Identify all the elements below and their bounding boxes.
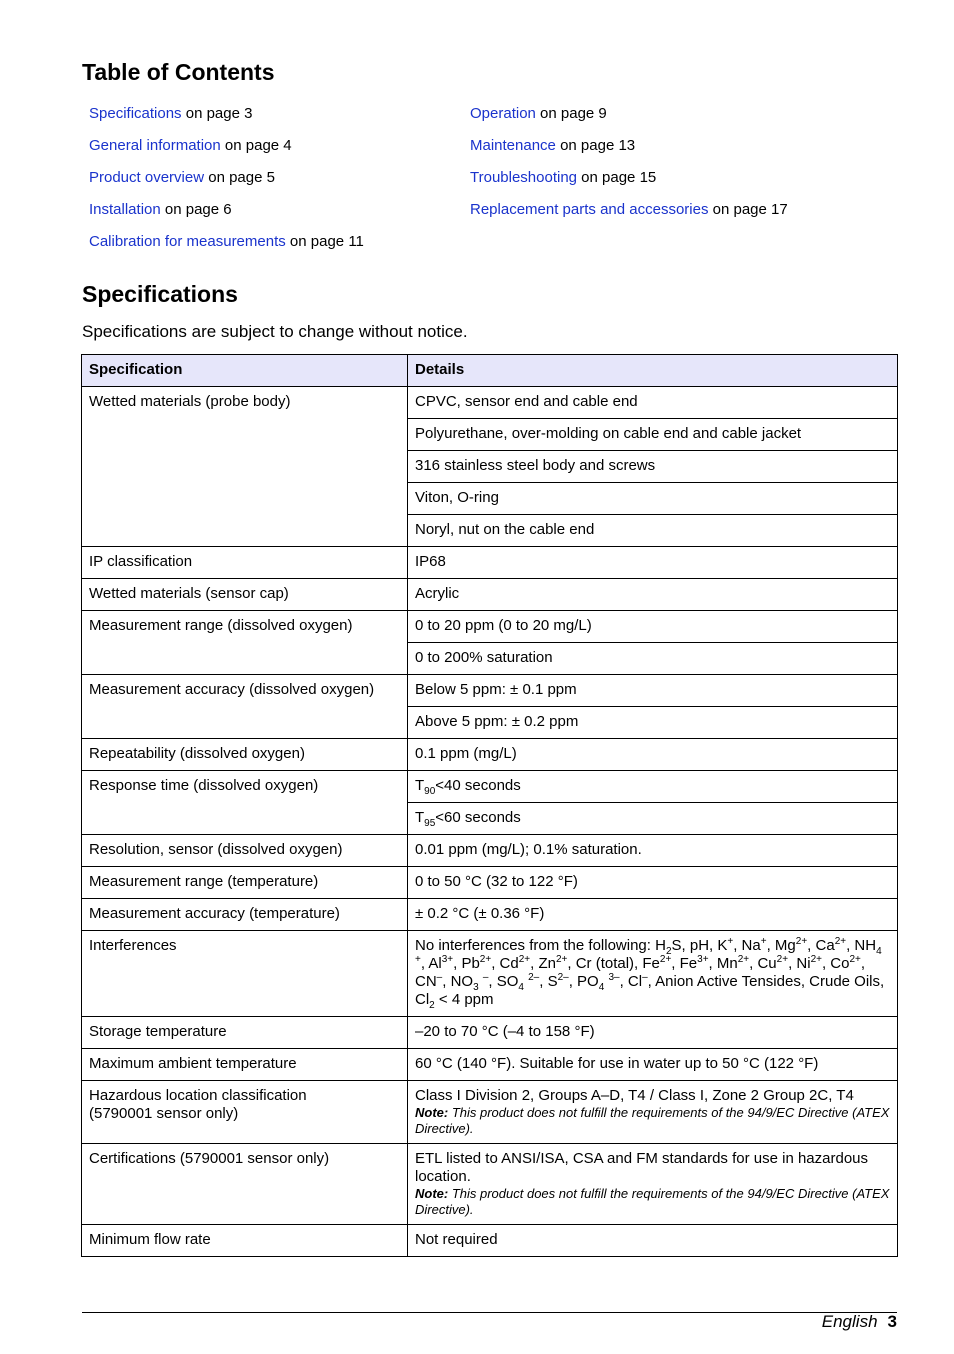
table-row bbox=[82, 1225, 898, 1257]
toc-link-maintenance[interactable]: Maintenance bbox=[470, 137, 556, 154]
spec-label: Resolution, sensor (dissolved oxygen) bbox=[82, 835, 408, 867]
spec-detail: 0 to 50 °C (32 to 122 °F) bbox=[408, 867, 898, 899]
t-value: <40 seconds bbox=[435, 777, 521, 794]
toc-left-column bbox=[89, 105, 364, 265]
spec-label: Wetted materials (sensor cap) bbox=[82, 579, 408, 611]
spec-label-line: Hazardous location classification bbox=[89, 1087, 307, 1104]
spec-detail: Noryl, nut on the cable end bbox=[408, 515, 898, 547]
toc-entry bbox=[470, 137, 788, 169]
t-subscript: 90 bbox=[424, 786, 436, 797]
toc-entry bbox=[89, 105, 364, 137]
toc-link-operation[interactable]: Operation bbox=[470, 105, 536, 122]
toc-page-ref: on page 13 bbox=[555, 137, 636, 154]
spec-label: Measurement accuracy (temperature) bbox=[82, 899, 408, 931]
t-symbol: T bbox=[415, 777, 425, 794]
spec-detail: –20 to 70 °C (–4 to 158 °F) bbox=[408, 1017, 898, 1049]
spec-detail: Acrylic bbox=[408, 579, 898, 611]
toc-link-general-information[interactable]: General information bbox=[89, 137, 221, 154]
toc-link-calibration[interactable]: Calibration for measurements bbox=[89, 233, 286, 250]
detail-text: Class I Division 2, Groups A–D, T4 / Class I, Zone 2 Group 2C, T4 bbox=[415, 1087, 854, 1104]
table-row bbox=[82, 1081, 898, 1144]
footer-language: English bbox=[821, 1312, 878, 1331]
table-row bbox=[82, 931, 898, 1017]
spec-detail: Above 5 ppm: ± 0.2 ppm bbox=[408, 707, 898, 739]
spec-label: IP classification bbox=[82, 547, 408, 579]
spec-detail bbox=[408, 803, 898, 835]
specifications-table bbox=[81, 354, 898, 1257]
toc-page-ref: on page 17 bbox=[708, 201, 788, 218]
t-subscript: 95 bbox=[424, 818, 436, 829]
page-number: 3 bbox=[887, 1312, 897, 1331]
spec-label bbox=[82, 1081, 408, 1144]
spec-detail bbox=[408, 1144, 898, 1225]
spec-label: Storage temperature bbox=[82, 1017, 408, 1049]
table-row bbox=[82, 835, 898, 867]
toc-title: Table of Contents bbox=[82, 59, 275, 85]
t-value: <60 seconds bbox=[435, 809, 521, 826]
spec-label-line: (5790001 sensor only) bbox=[89, 1105, 239, 1122]
spec-detail: 0 to 200% saturation bbox=[408, 643, 898, 675]
toc-link-installation[interactable]: Installation bbox=[89, 201, 161, 218]
table-row bbox=[82, 899, 898, 931]
toc-page-ref: on page 5 bbox=[204, 169, 275, 186]
spec-label: Measurement range (temperature) bbox=[82, 867, 408, 899]
toc-entry bbox=[470, 169, 788, 201]
toc-entry bbox=[470, 201, 788, 233]
spec-detail: 0 to 20 ppm (0 to 20 mg/L) bbox=[408, 611, 898, 643]
spec-detail: 0.1 ppm (mg/L) bbox=[408, 739, 898, 771]
spec-detail bbox=[408, 1081, 898, 1144]
toc-page-ref: on page 4 bbox=[220, 137, 292, 154]
table-row bbox=[82, 771, 898, 803]
spec-detail: Not required bbox=[408, 1225, 898, 1257]
spec-detail: 60 °C (140 °F). Suitable for use in water up to 50 °C (122 °F) bbox=[408, 1049, 898, 1081]
toc-page-ref: on page 9 bbox=[535, 105, 607, 122]
note-text: This product does not fulfill the requirements of the 94/9/EC Directive (ATEX Directive). bbox=[415, 1186, 890, 1217]
t-symbol: T bbox=[415, 809, 425, 826]
toc-link-product-overview[interactable]: Product overview bbox=[89, 169, 205, 186]
table-row bbox=[82, 739, 898, 771]
specifications-intro: Specifications are subject to change without notice. bbox=[82, 322, 468, 341]
spec-detail: 316 stainless steel body and screws bbox=[408, 451, 898, 483]
toc-right-column bbox=[470, 105, 788, 233]
note-text: This product does not fulfill the requirements of the 94/9/EC Directive (ATEX Directive). bbox=[415, 1105, 890, 1136]
spec-label: Minimum flow rate bbox=[82, 1225, 408, 1257]
spec-label: Wetted materials (probe body) bbox=[82, 387, 408, 547]
spec-detail: Polyurethane, over-molding on cable end and cable jacket bbox=[408, 419, 898, 451]
toc-link-troubleshooting[interactable]: Troubleshooting bbox=[470, 169, 578, 186]
table-row bbox=[82, 675, 898, 707]
toc-page-ref: on page 15 bbox=[577, 169, 657, 186]
spec-detail: CPVC, sensor end and cable end bbox=[408, 387, 898, 419]
note-label: Note: bbox=[415, 1186, 449, 1201]
note bbox=[415, 1186, 890, 1218]
spec-detail: Viton, O-ring bbox=[408, 483, 898, 515]
table-row bbox=[82, 547, 898, 579]
table-row bbox=[82, 579, 898, 611]
page-footer bbox=[822, 1312, 897, 1332]
note bbox=[415, 1105, 890, 1137]
spec-label: Measurement accuracy (dissolved oxygen) bbox=[82, 675, 408, 739]
toc-page-ref: on page 3 bbox=[181, 105, 253, 122]
spec-detail: ± 0.2 °C (± 0.36 °F) bbox=[408, 899, 898, 931]
table-row bbox=[82, 611, 898, 643]
table-row bbox=[82, 867, 898, 899]
spec-detail: 0.01 ppm (mg/L); 0.1% saturation. bbox=[408, 835, 898, 867]
table-header-row bbox=[82, 355, 898, 387]
toc-entry bbox=[89, 233, 364, 265]
toc-entry bbox=[470, 105, 788, 137]
spec-detail: IP68 bbox=[408, 547, 898, 579]
specifications-title: Specifications bbox=[82, 281, 238, 307]
header-specification: Specification bbox=[82, 355, 408, 387]
toc-link-replacement-parts[interactable]: Replacement parts and accessories bbox=[470, 201, 709, 218]
spec-detail: Below 5 ppm: ± 0.1 ppm bbox=[408, 675, 898, 707]
spec-label: Response time (dissolved oxygen) bbox=[82, 771, 408, 835]
spec-label: Measurement range (dissolved oxygen) bbox=[82, 611, 408, 675]
table-row bbox=[82, 1144, 898, 1225]
toc-page-ref: on page 6 bbox=[160, 201, 232, 218]
spec-label: Maximum ambient temperature bbox=[82, 1049, 408, 1081]
toc-page-ref: on page 11 bbox=[285, 233, 364, 250]
spec-label: Repeatability (dissolved oxygen) bbox=[82, 739, 408, 771]
footer-divider bbox=[82, 1312, 897, 1313]
header-details: Details bbox=[408, 355, 898, 387]
spec-detail bbox=[408, 771, 898, 803]
note-label: Note: bbox=[415, 1105, 449, 1120]
table-row bbox=[82, 1049, 898, 1081]
spec-detail-interferences: No interferences from the following: $H_2S$, pH, K+, Na+, $Mg^{2+}$, $Ca^{2+}$, $NH_4$ +, $Al^{3+}$, $Pb^{2+}$, $Cd^{2+}$, $Zn^{2+}$, Cr (total), $Fe^{2+}$, $Fe^{3+}$, $Mn^{2+}$, $Cu^{2+}$, $Ni^{2+}$, $Co^{2+}$, CN–, $NO_3$ –, $SO_4$ $^{2-}$, $S^{2-}$, $PO_4$ $^{3-}$, Cl–, Anion Active Tensides, Crude Oils, $Cl_2 < 4$ ppm bbox=[408, 931, 898, 1017]
toc-link-specifications[interactable]: Specifications bbox=[89, 105, 182, 122]
toc-entry bbox=[89, 137, 364, 169]
toc-entry bbox=[89, 169, 364, 201]
spec-label: Certifications (5790001 sensor only) bbox=[82, 1144, 408, 1225]
detail-text: ETL listed to ANSI/ISA, CSA and FM standards for use in hazardous location. bbox=[415, 1150, 869, 1185]
table-row bbox=[82, 387, 898, 419]
toc-entry bbox=[89, 201, 364, 233]
table-row bbox=[82, 1017, 898, 1049]
spec-label: Interferences bbox=[82, 931, 408, 1017]
